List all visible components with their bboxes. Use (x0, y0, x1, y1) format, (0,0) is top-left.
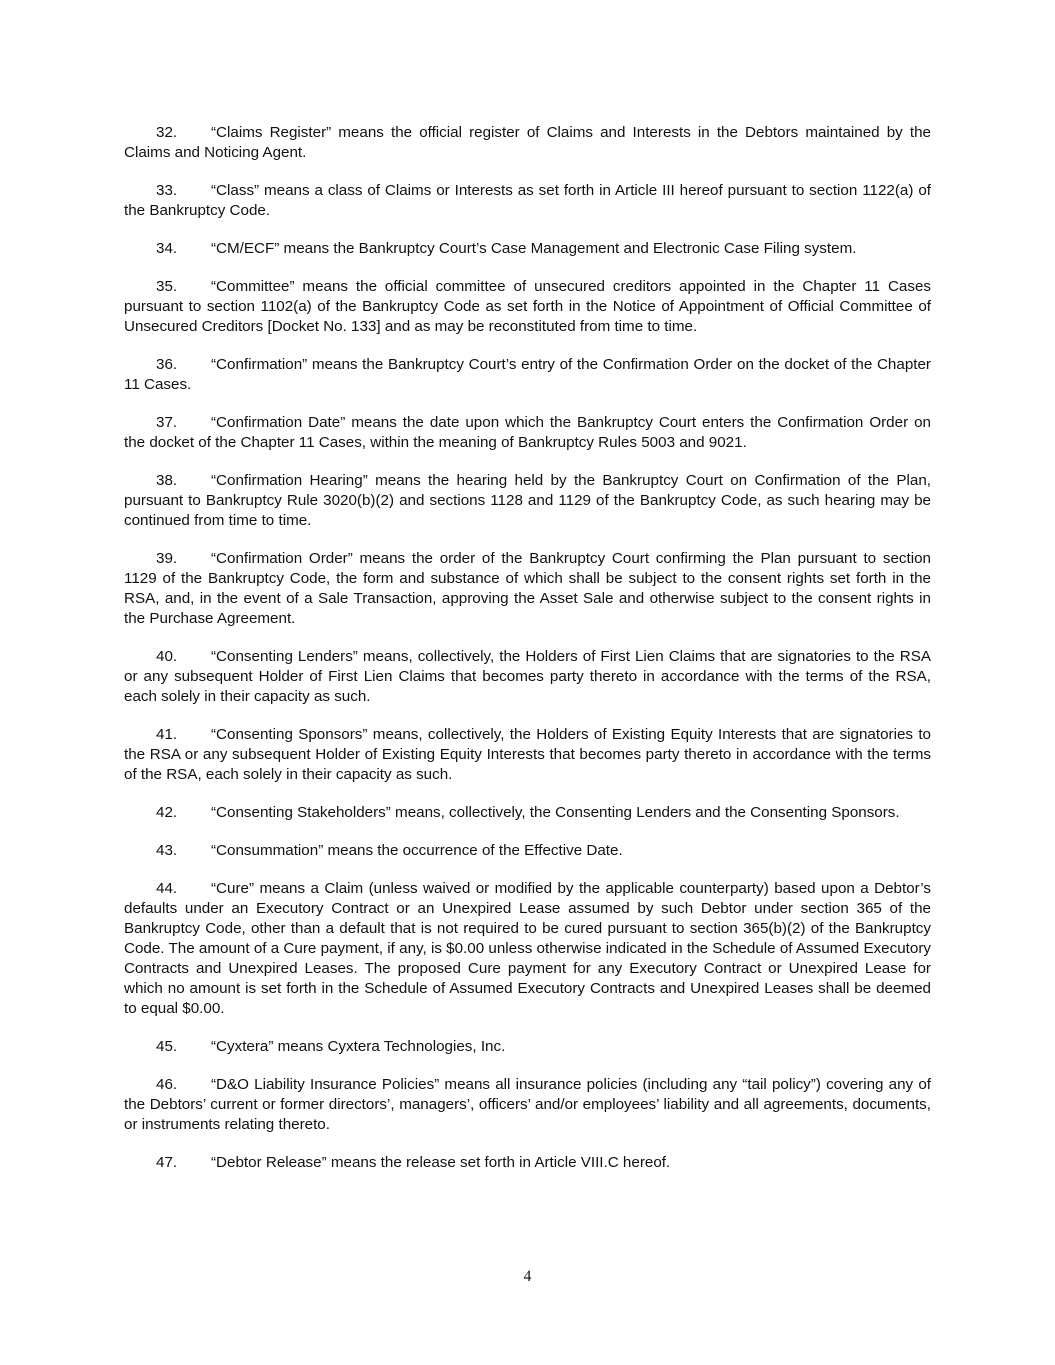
definition-paragraph (124, 549, 931, 629)
paragraph-text: “Cyxtera” means Cyxtera Technologies, Inc. (211, 1038, 506, 1055)
definition-paragraph (124, 1153, 931, 1173)
paragraph-text: “Confirmation” means the Bankruptcy Court’s entry of the Confirmation Order on the docket of the Chapter 11 Cases. (124, 356, 931, 393)
paragraph-number: 35. (156, 278, 178, 295)
paragraph-number: 34. (156, 240, 178, 257)
paragraph-number: 40. (156, 648, 178, 665)
definition-paragraph (124, 879, 931, 1019)
paragraph-number: 38. (156, 472, 178, 489)
definition-paragraph (124, 725, 931, 785)
paragraph-number: 41. (156, 726, 178, 743)
paragraph-number: 36. (156, 356, 178, 373)
paragraph-text: “Debtor Release” means the release set forth in Article VIII.C hereof. (211, 1154, 671, 1171)
paragraph-text: “Consenting Stakeholders” means, collectively, the Consenting Lenders and the Consenting Sponsors. (211, 804, 900, 821)
paragraph-number: 44. (156, 880, 178, 897)
document-body (124, 123, 931, 1191)
definition-paragraph (124, 123, 931, 163)
paragraph-text: “Consenting Lenders” means, collectively, the Holders of First Lien Claims that are signatories to the RSA or any subsequent Holder of First Lien Claims that becomes party thereto in accordance with the terms of the RSA, each solely in their capacity as such. (124, 648, 931, 705)
definition-paragraph (124, 841, 931, 861)
paragraph-number: 39. (156, 550, 178, 567)
paragraph-text: “Consummation” means the occurrence of the Effective Date. (211, 842, 623, 859)
paragraph-text: “Consenting Sponsors” means, collectively, the Holders of Existing Equity Interests that are signatories to the RSA or any subsequent Holder of Existing Equity Interests that becomes party thereto in accordance with the terms of the RSA, each solely in their capacity as such. (124, 726, 931, 783)
definition-paragraph (124, 647, 931, 707)
page-number: 4 (523, 1268, 532, 1285)
paragraph-text: “Committee” means the official committee of unsecured creditors appointed in the Chapter 11 Cases pursuant to section 1102(a) of the Bankruptcy Code as set forth in the Notice of Appointment of Official Committee of Unsecured Creditors [Docket No. 133] and as may be reconstituted from time to time. (124, 278, 931, 335)
paragraph-text: “D&O Liability Insurance Policies” means all insurance policies (including any “tail policy”) covering any of the Debtors’ current or former directors’, managers’, officers’ and/or employees’ liability and all agreements, documents, or instruments relating thereto. (124, 1076, 931, 1133)
paragraph-text: “Confirmation Hearing” means the hearing held by the Bankruptcy Court on Confirmation of the Plan, pursuant to Bankruptcy Rule 3020(b)(2) and sections 1128 and 1129 of the Bankruptcy Code, as such hearing may be continued from time to time. (124, 472, 931, 529)
paragraph-number: 37. (156, 414, 178, 431)
definition-paragraph (124, 277, 931, 337)
definition-paragraph (124, 471, 931, 531)
definition-paragraph (124, 1075, 931, 1135)
paragraph-text: “Confirmation Date” means the date upon which the Bankruptcy Court enters the Confirmation Order on the docket of the Chapter 11 Cases, within the meaning of Bankruptcy Rules 5003 and 9021. (124, 414, 931, 451)
paragraph-number: 45. (156, 1038, 178, 1055)
paragraph-number: 43. (156, 842, 178, 859)
paragraph-number: 33. (156, 182, 178, 199)
definition-paragraph (124, 803, 931, 823)
paragraph-text: “Cure” means a Claim (unless waived or modified by the applicable counterparty) based upon a Debtor’s defaults under an Executory Contract or an Unexpired Lease assumed by such Debtor under section 365 of the Bankruptcy Code, other than a default that is not required to be cured pursuant to section 365(b)(2) of the Bankruptcy Code. The amount of a Cure payment, if any, is $0.00 unless otherwise indicated in the Schedule of Assumed Executory Contracts and Unexpired Leases. The proposed Cure payment for any Executory Contract or Unexpired Lease for which no amount is set forth in the Schedule of Assumed Executory Contracts and Unexpired Leases shall be deemed to equal $0.00. (124, 880, 931, 1017)
paragraph-number: 46. (156, 1076, 178, 1093)
paragraph-number: 32. (156, 124, 178, 141)
definition-paragraph (124, 413, 931, 453)
paragraph-text: “CM/ECF” means the Bankruptcy Court’s Case Management and Electronic Case Filing system. (211, 240, 857, 257)
definition-paragraph (124, 181, 931, 221)
definition-paragraph (124, 355, 931, 395)
paragraph-text: “Confirmation Order” means the order of the Bankruptcy Court confirming the Plan pursuant to section 1129 of the Bankruptcy Code, the form and substance of which shall be subject to the consent rights set forth in the RSA, and, in the event of a Sale Transaction, approving the Asset Sale and otherwise subject to the consent rights in the Purchase Agreement. (124, 550, 931, 627)
paragraph-text: “Claims Register” means the official register of Claims and Interests in the Debtors maintained by the Claims and Noticing Agent. (124, 124, 931, 161)
definition-paragraph (124, 1037, 931, 1057)
paragraph-text: “Class” means a class of Claims or Interests as set forth in Article III hereof pursuant to section 1122(a) of the Bankruptcy Code. (124, 182, 931, 219)
paragraph-number: 42. (156, 804, 178, 821)
paragraph-number: 47. (156, 1154, 178, 1171)
definition-paragraph (124, 239, 931, 259)
